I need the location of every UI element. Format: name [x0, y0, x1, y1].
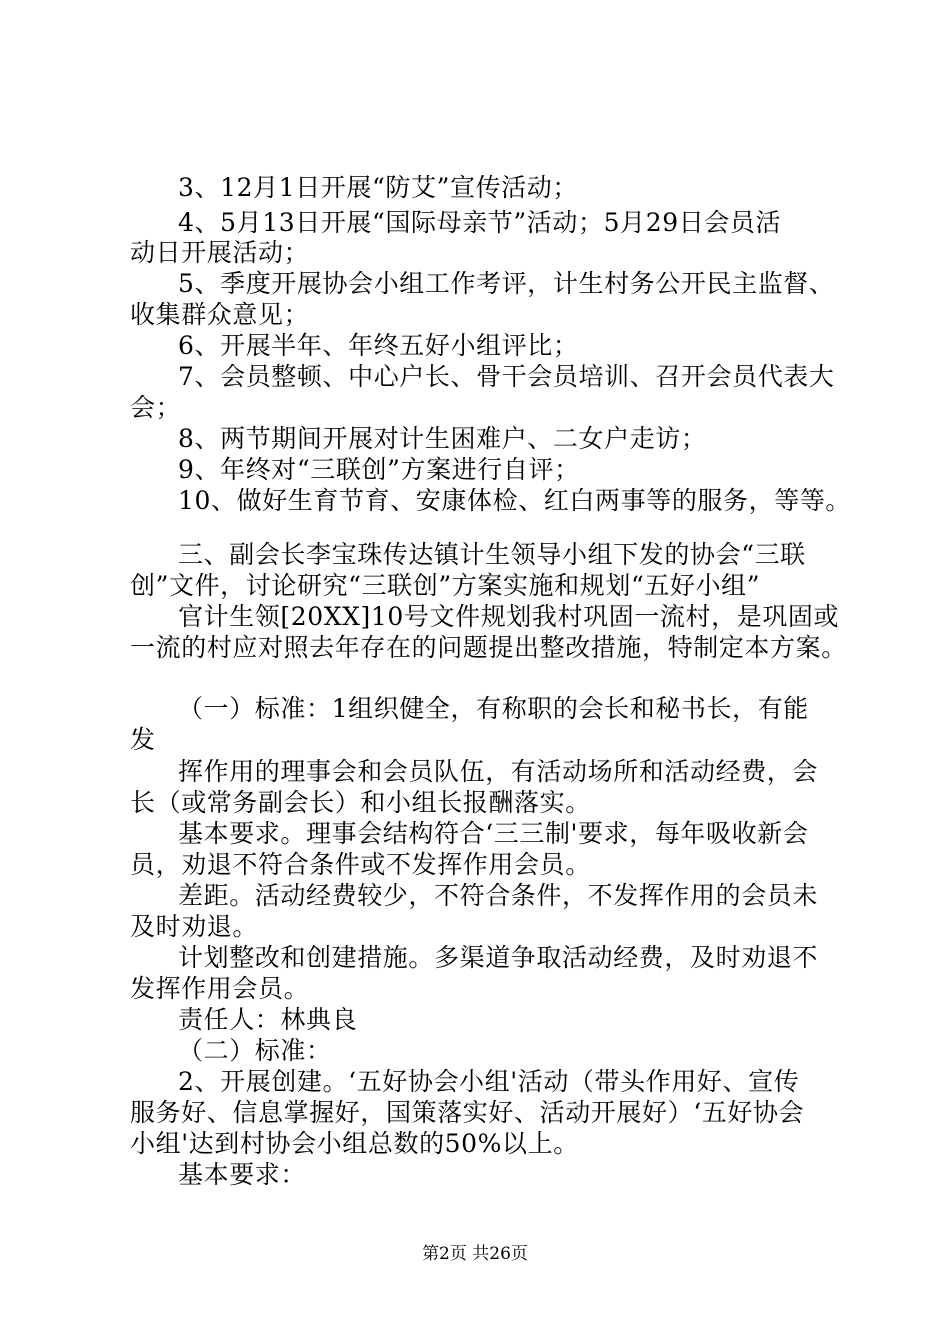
- text-line: 挥作用的理事会和会员队伍，有活动场所和活动经费，会: [178, 757, 819, 786]
- text-line: 责任人：林典良: [178, 1005, 358, 1034]
- text-line: 7、会员整顿、中心户长、骨干会员培训、召开会员代表大: [178, 362, 835, 391]
- text-line: 及时劝退。: [130, 912, 259, 941]
- text-line: 2、开展创建。‘五好协会小组'活动（带头作用好、宣传: [178, 1067, 800, 1096]
- text-line: 小组'达到村协会小组总数的50%以上。: [130, 1129, 579, 1158]
- text-line: 会；: [130, 393, 182, 422]
- text-line: 创”文件，讨论研究“三联创”方案实施和规划“五好小组”: [130, 571, 761, 600]
- text-line: （一）标准：1组织健全，有称职的会长和秘书长，有能: [178, 694, 809, 723]
- text-line: 官计生领[20XX]10号文件规划我村巩固一流村，是巩固或: [178, 602, 840, 631]
- text-line: 发挥作用会员。: [130, 974, 310, 1003]
- text-line: 基本要求。理事会结构符合‘三三制'要求，每年吸收新会: [178, 819, 809, 848]
- text-line: 一流的村应对照去年存在的问题提出整改措施，特制定本方案。: [130, 633, 847, 662]
- text-line: 8、两节期间开展对计生困难户、二女户走访；: [178, 424, 707, 453]
- text-line: 差距。活动经费较少，不符合条件，不发挥作用的会员未: [178, 881, 819, 910]
- text-line: （二）标准：: [178, 1036, 332, 1065]
- text-line: 基本要求：: [178, 1160, 307, 1189]
- text-line: 服务好、信息掌握好，国策落实好、活动开展好）‘五好协会: [130, 1098, 805, 1127]
- text-line: 三、副会长李宝珠传达镇计生领导小组下发的协会“三联: [178, 540, 806, 569]
- text-line: 动日开展活动；: [130, 238, 310, 267]
- text-line: 员，劝退不符合条件或不发挥作用会员。: [130, 850, 591, 879]
- text-line: 收集群众意见；: [130, 300, 310, 329]
- text-line: 6、开展半年、年终五好小组评比；: [178, 331, 579, 360]
- text-line: 计划整改和创建措施。多渠道争取活动经费，及时劝退不: [178, 943, 819, 972]
- text-line: 10、做好生育节育、安康体检、红白两事等的服务，等等。: [178, 486, 852, 515]
- text-line: 发: [130, 725, 156, 754]
- text-line: 5、季度开展协会小组工作考评，计生村务公开民主监督、: [178, 269, 835, 298]
- text-line: 长（或常务副会长）和小组长报酬落实。: [130, 788, 591, 817]
- text-line: 9、年终对“三联创”方案进行自评；: [178, 455, 580, 484]
- page-number-footer: 第2页 共26页: [422, 1244, 528, 1264]
- text-line: 4、5月13日开展“国际母亲节”活动；5月29日会员活: [178, 208, 782, 237]
- text-line: 3、12月1日开展“防艾”宣传活动；: [178, 173, 578, 202]
